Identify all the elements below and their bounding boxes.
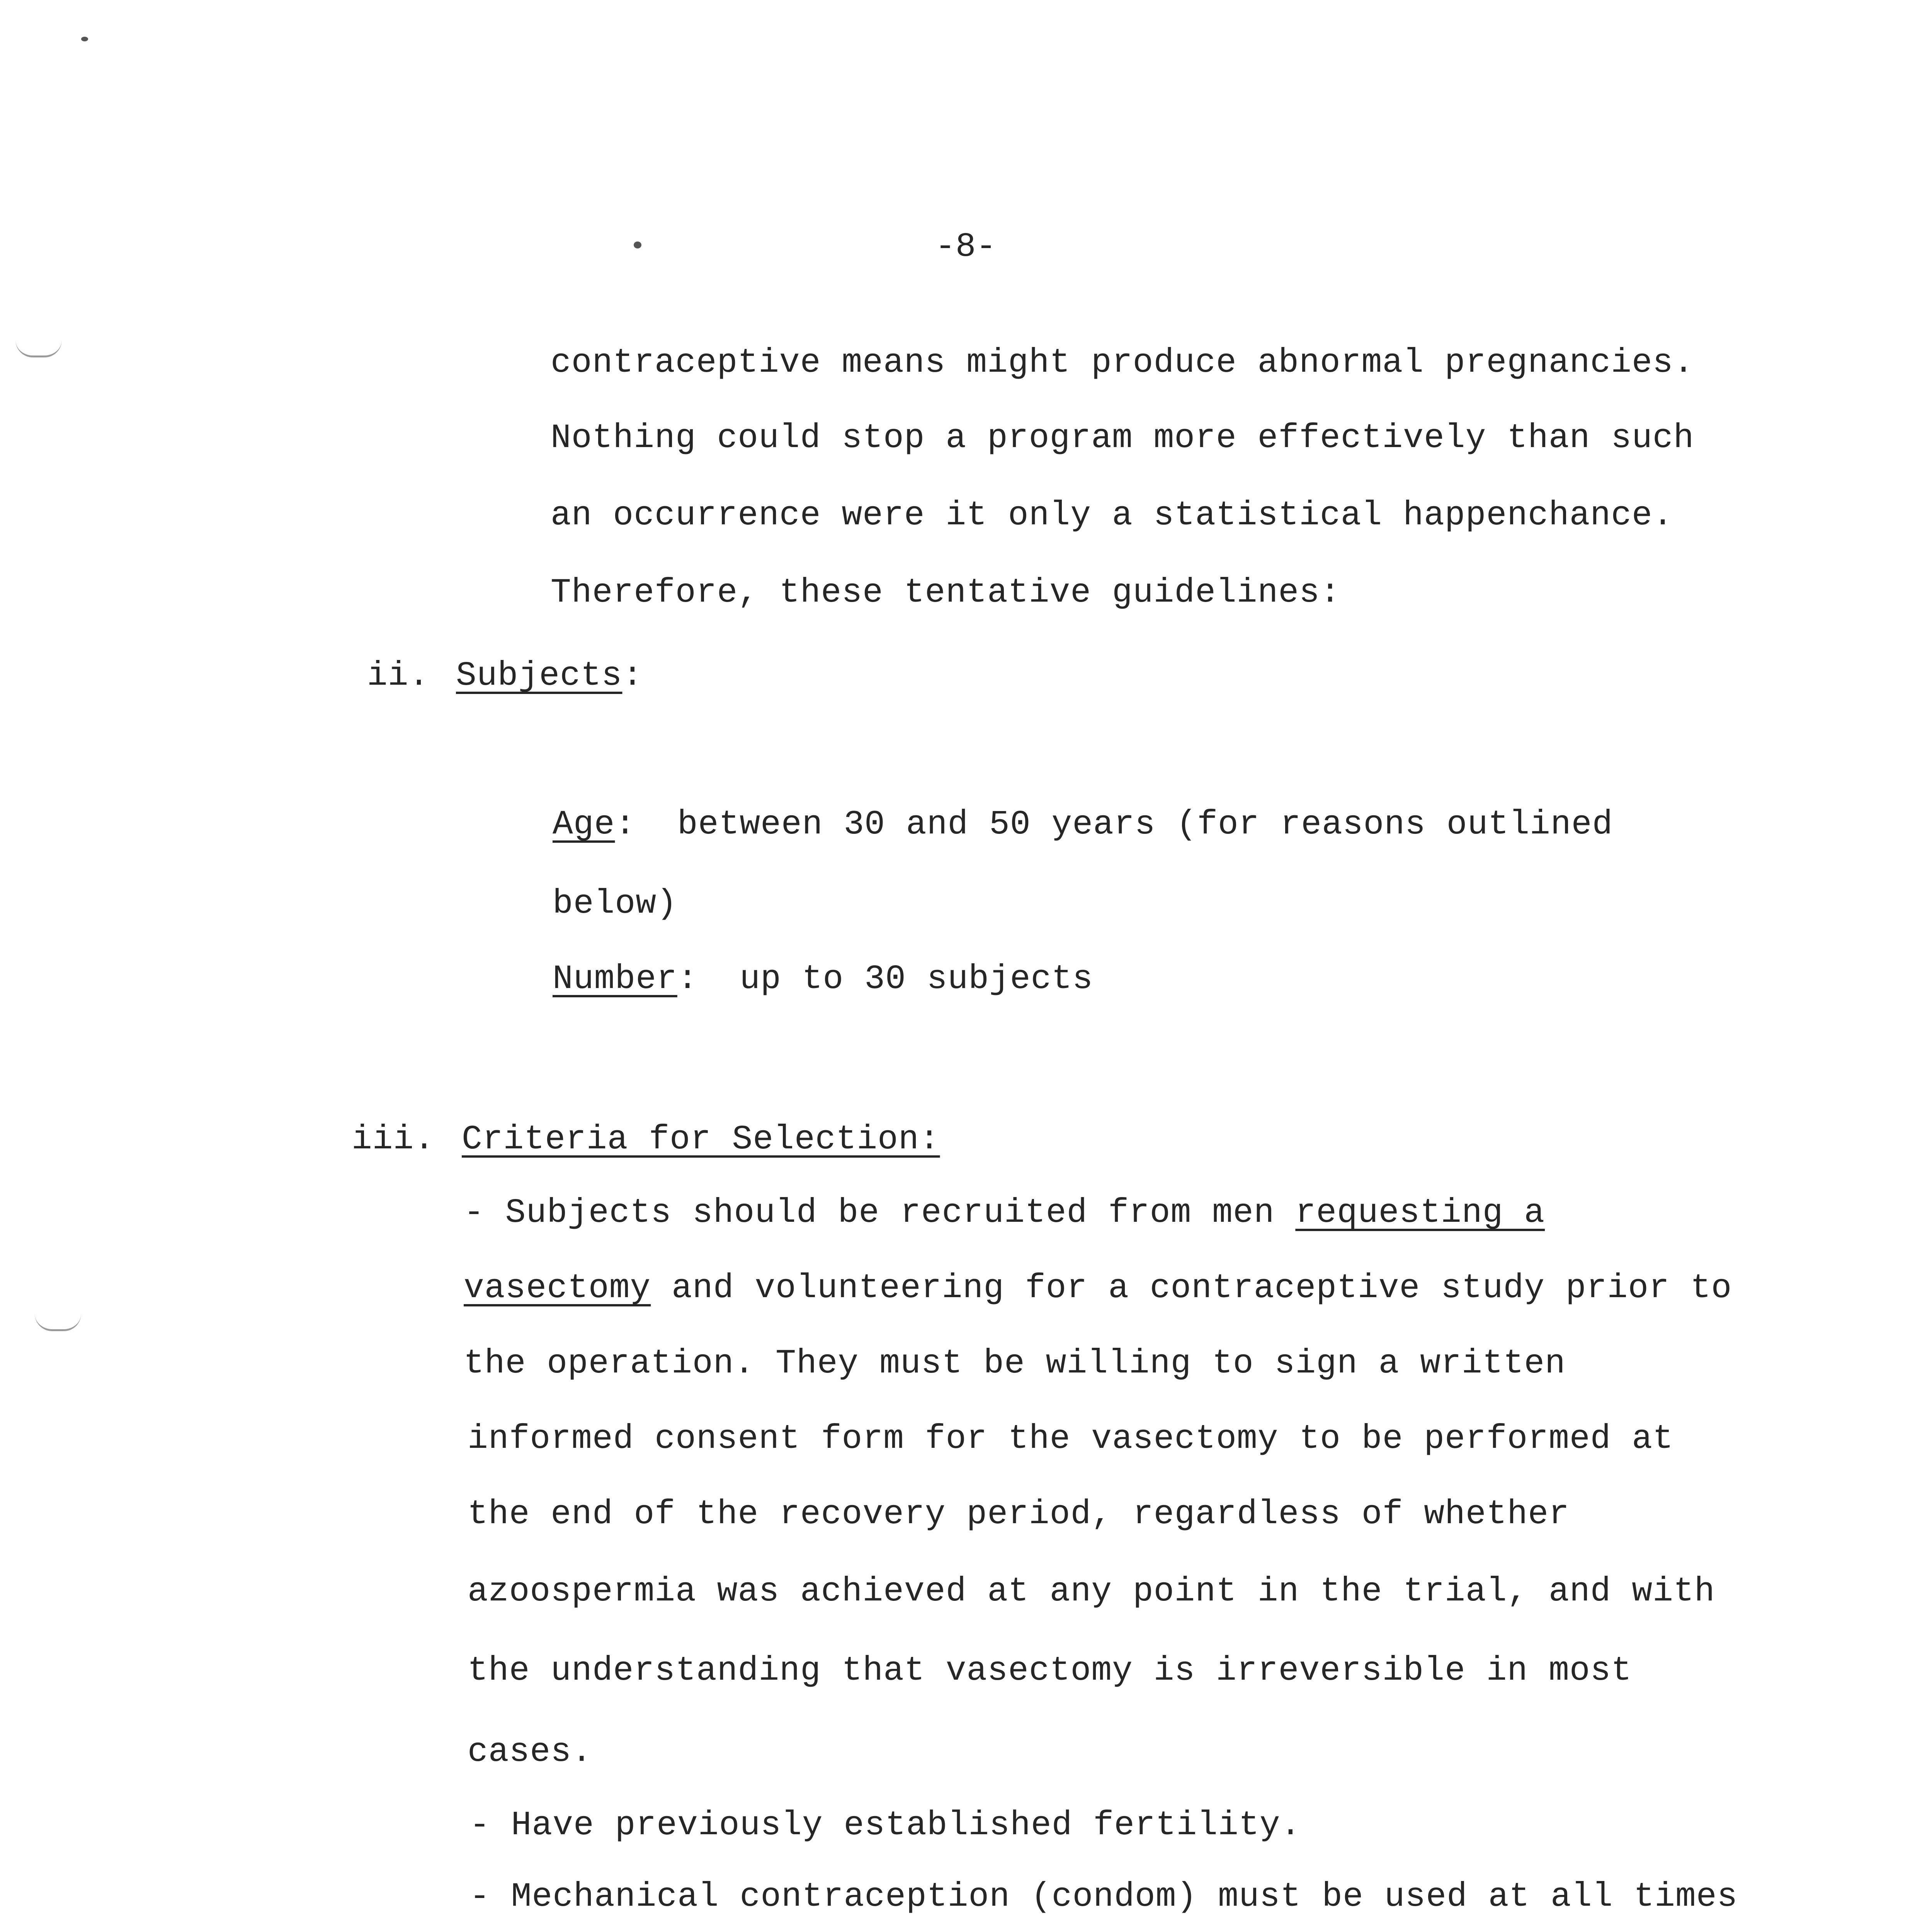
number-line [553, 960, 1093, 999]
criteria-heading: Criteria for Selection: [462, 1121, 940, 1159]
subjects-heading-colon: : [622, 657, 643, 695]
criteria-item-1-line-1 [464, 1194, 1545, 1233]
page-number: -8- [935, 228, 997, 266]
age-label: Age [553, 806, 615, 844]
criteria-item-1-line-8: cases. [468, 1733, 592, 1771]
criteria-item-1-line-4: informed consent form for the vasectomy to be performed at [468, 1420, 1673, 1458]
number-text: up to 30 subjects [740, 960, 1094, 998]
intro-line-1: contraceptive means might produce abnormal pregnancies. [551, 344, 1694, 382]
criteria-item-1-prefix: - Subjects should be recruited from men [464, 1194, 1296, 1232]
criteria-item-1-line-7: the understanding that vasectomy is irreversible in most [468, 1652, 1632, 1690]
age-line [553, 806, 1613, 844]
requesting-a-underlined: requesting a [1295, 1194, 1545, 1232]
criteria-item-1-line-2-rest: and volunteering for a contraceptive study prior to [651, 1269, 1732, 1308]
intro-line-2: Nothing could stop a program more effectively than such [551, 419, 1694, 457]
criteria-item-2: - Have previously established fertility. [469, 1806, 1301, 1845]
intro-line-4: Therefore, these tentative guidelines: [551, 574, 1341, 612]
punch-hole-mark [15, 340, 62, 357]
age-text: between 30 and 50 years (for reasons outlined [677, 806, 1613, 844]
criteria-item-1-line-3: the operation. They must be willing to sign a written [464, 1345, 1566, 1383]
intro-line-3: an occurrence were it only a statistical happenchance. [551, 497, 1673, 535]
number-label: Number [553, 960, 677, 998]
criteria-item-1-line-5: the end of the recovery period, regardless of whether [468, 1495, 1570, 1534]
section-numeral-iii: iii. [352, 1121, 435, 1159]
age-line-continued: below) [553, 885, 677, 923]
subjects-heading: Subjects [456, 657, 622, 695]
number-colon: : [677, 960, 698, 998]
criteria-item-1-line-2 [464, 1269, 1732, 1308]
section-numeral-ii: ii. [367, 657, 430, 695]
vasectomy-underlined: vasectomy [464, 1269, 651, 1308]
punch-hole-mark [35, 1314, 81, 1331]
scan-speck [634, 242, 641, 248]
scan-speck [81, 37, 88, 41]
age-colon: : [615, 806, 636, 844]
criteria-item-1-line-6: azoospermia was achieved at any point in the trial, and with [468, 1573, 1715, 1611]
subjects-heading-line [456, 657, 643, 696]
criteria-item-3-line-1: - Mechanical contraception (condom) must be used at all times [469, 1878, 1738, 1916]
